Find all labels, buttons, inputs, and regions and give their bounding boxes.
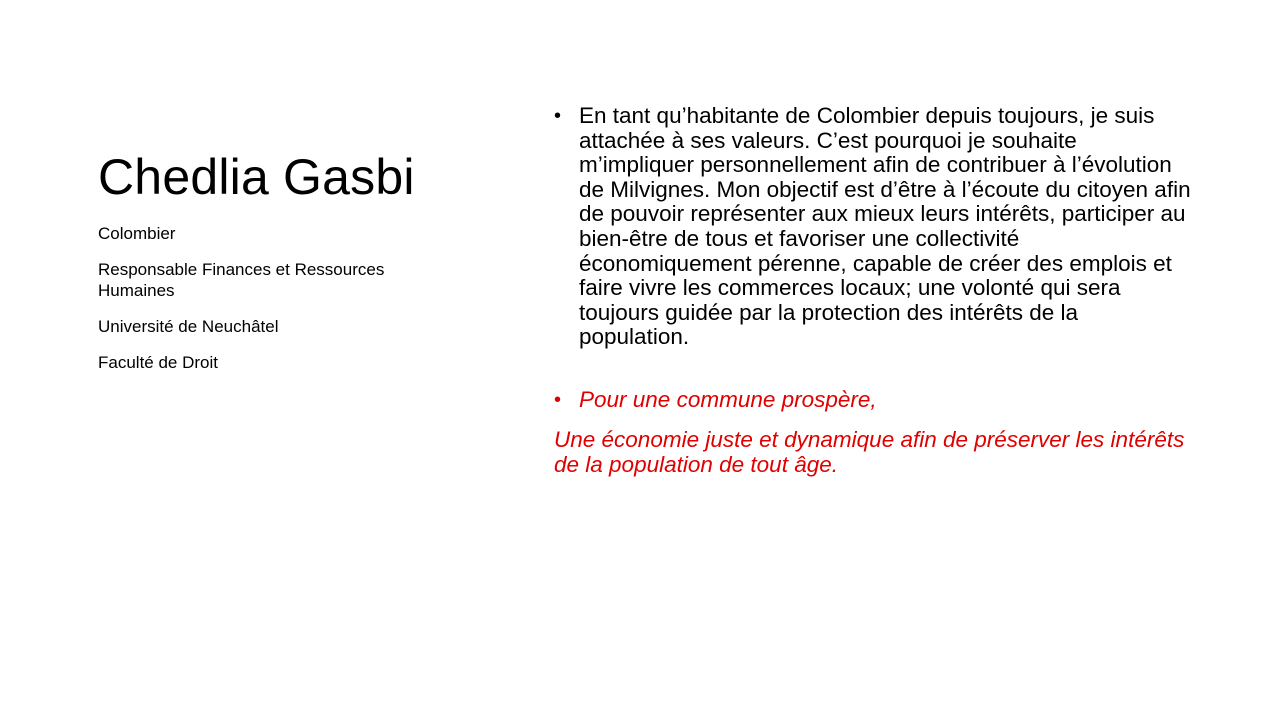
slogan-heading: Pour une commune prospère, — [579, 386, 877, 412]
candidate-university: Université de Neuchâtel — [98, 317, 279, 336]
candidate-name-title: Chedlia Gasbi — [98, 149, 415, 205]
slogan-text: Une économie juste et dynamique afin de préserver les intérêts de la population de tout âge. — [554, 426, 1185, 477]
bullet-dot-icon: • — [554, 388, 562, 411]
candidate-faculty: Faculté de Droit — [98, 353, 218, 372]
bio-paragraph: En tant qu’habitante de Colombier depuis toujours, je suis attachée à ses valeurs. C’est pourquoi je souhaite m’impliquer personnellement afin de contribuer à l’évolution de Milvignes. Mon objectif est d’être à l’écoute du citoyen afin de pouvoir représenter aux mieux leurs intérêts, participer au bien-être de tous et favoriser une collectivité économiquement pérenne, capable de créer des emplois et faire vivre les commerces locaux; une volonté qui sera toujours guidée par la protection des intérêts de la population. — [579, 103, 1191, 350]
candidate-position: Responsable Finances et Ressources Humaines — [98, 260, 385, 300]
candidate-location: Colombier — [98, 224, 176, 243]
slogan-bullet — [554, 388, 1194, 413]
candidate-panel — [98, 145, 438, 388]
statement-panel — [554, 104, 1194, 477]
bullet-dot-icon: • — [554, 105, 562, 127]
bio-bullet — [554, 104, 1194, 350]
